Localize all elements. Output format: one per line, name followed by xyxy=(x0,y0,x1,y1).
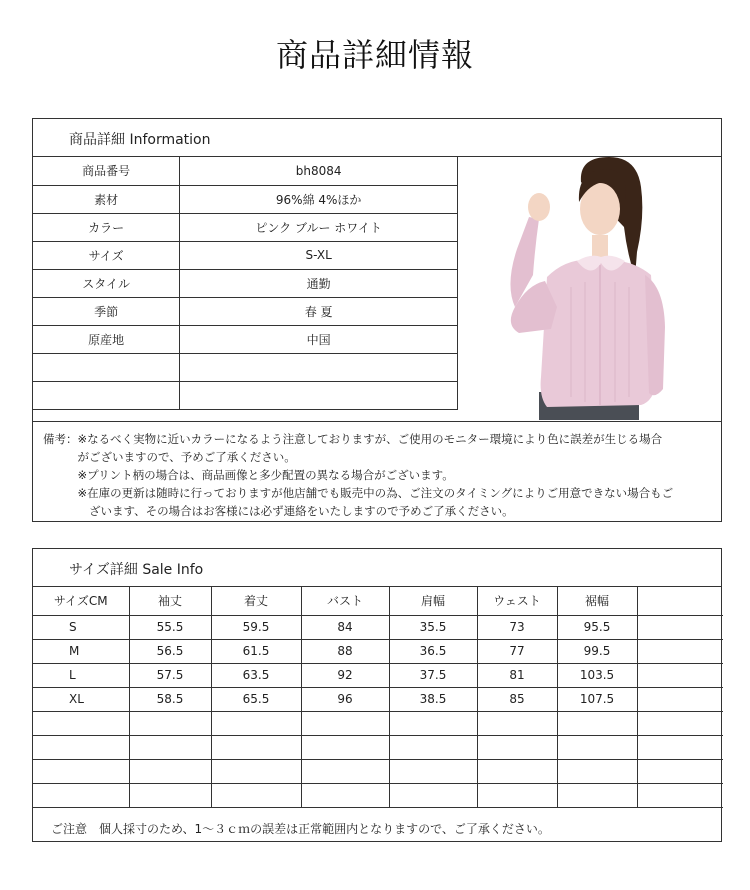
size-cell: 96 xyxy=(301,687,389,711)
spec-key: 季節 xyxy=(33,297,180,325)
size-cell: 95.5 xyxy=(557,615,637,639)
size-column-header: 肩幅 xyxy=(389,587,477,615)
spec-table xyxy=(33,157,458,410)
size-cell: 35.5 xyxy=(389,615,477,639)
size-cell xyxy=(637,639,723,663)
size-cell: 57.5 xyxy=(129,663,211,687)
size-column-header: 着丈 xyxy=(211,587,301,615)
size-cell: 61.5 xyxy=(211,639,301,663)
size-column-header: バスト xyxy=(301,587,389,615)
size-row xyxy=(33,759,723,783)
spec-key: カラー xyxy=(33,213,180,241)
size-cell: 88 xyxy=(301,639,389,663)
size-cell: 59.5 xyxy=(211,615,301,639)
size-cell xyxy=(129,711,211,735)
spec-value: S-XL xyxy=(180,241,458,269)
remark-line: がございますので、予めご了承ください。 xyxy=(43,450,296,464)
size-cell: 63.5 xyxy=(211,663,301,687)
size-column-header: サイズCM xyxy=(33,587,129,615)
size-cell xyxy=(477,783,557,807)
size-cell xyxy=(477,711,557,735)
size-column-header xyxy=(637,587,723,615)
size-cell xyxy=(389,783,477,807)
spec-value: 通勤 xyxy=(180,269,458,297)
size-cell xyxy=(637,663,723,687)
size-header xyxy=(33,549,721,587)
size-cell xyxy=(301,783,389,807)
size-cell xyxy=(129,735,211,759)
size-column-header: ウェスト xyxy=(477,587,557,615)
spec-row xyxy=(33,213,458,241)
size-table xyxy=(33,587,723,808)
size-header-row xyxy=(33,587,723,615)
spec-key: スタイル xyxy=(33,269,180,297)
remark-line: 備考：※なるべく実物に近いカラーになるよう注意しておりますが、ご使用のモニター環境により色に誤差が生じる場合 xyxy=(43,432,663,446)
spec-row xyxy=(33,325,458,353)
size-row xyxy=(33,783,723,807)
size-cell: M xyxy=(33,639,129,663)
spec-key: サイズ xyxy=(33,241,180,269)
remarks-block xyxy=(33,421,721,521)
size-cell: 81 xyxy=(477,663,557,687)
spec-row xyxy=(33,241,458,269)
size-row xyxy=(33,687,723,711)
size-cell: 36.5 xyxy=(389,639,477,663)
detail-header xyxy=(33,119,721,157)
size-cell xyxy=(637,759,723,783)
size-cell xyxy=(33,711,129,735)
size-row xyxy=(33,639,723,663)
size-cell xyxy=(301,711,389,735)
remark-line: ざいます、その場合はお客様には必ず連絡をいたしますので予めご了承ください。 xyxy=(43,504,514,518)
size-cell xyxy=(129,783,211,807)
size-cell xyxy=(301,759,389,783)
spec-value xyxy=(180,381,458,409)
size-cell: S xyxy=(33,615,129,639)
spec-value: 中国 xyxy=(180,325,458,353)
spec-row xyxy=(33,297,458,325)
detail-header-label: 商品詳細 Information xyxy=(69,132,211,148)
page-title: 商品詳細情報 xyxy=(275,36,474,74)
size-cell xyxy=(637,687,723,711)
size-cell xyxy=(33,783,129,807)
size-cell: L xyxy=(33,663,129,687)
spec-key: 商品番号 xyxy=(33,157,180,185)
size-cell xyxy=(211,735,301,759)
spec-row xyxy=(33,381,458,409)
product-detail-section xyxy=(32,118,722,522)
size-cell xyxy=(389,759,477,783)
spec-row xyxy=(33,353,458,381)
size-cell xyxy=(129,759,211,783)
size-info-section xyxy=(32,548,722,842)
spec-key: 原産地 xyxy=(33,325,180,353)
size-cell xyxy=(389,735,477,759)
size-cell: 56.5 xyxy=(129,639,211,663)
size-cell xyxy=(389,711,477,735)
remark-line: ※在庫の更新は随時に行っておりますが他店舗でも販売中の為、ご注文のタイミングによりご用意できない場合もご xyxy=(43,486,674,500)
size-cell: 92 xyxy=(301,663,389,687)
model-illustration xyxy=(459,157,721,420)
size-cell xyxy=(637,615,723,639)
size-cell: 55.5 xyxy=(129,615,211,639)
size-cell: 99.5 xyxy=(557,639,637,663)
size-cell xyxy=(477,759,557,783)
size-cell: 103.5 xyxy=(557,663,637,687)
product-photo xyxy=(459,157,721,420)
size-row xyxy=(33,615,723,639)
size-row xyxy=(33,663,723,687)
spec-key: 素材 xyxy=(33,185,180,213)
size-cell xyxy=(637,735,723,759)
spec-value: 96%綿 4%ほか xyxy=(180,185,458,213)
size-cell: 107.5 xyxy=(557,687,637,711)
size-cell xyxy=(211,711,301,735)
size-cell: 37.5 xyxy=(389,663,477,687)
remark-line: ※プリント柄の場合は、商品画像と多少配置の異なる場合がございます。 xyxy=(43,468,454,482)
size-column-header: 裾幅 xyxy=(557,587,637,615)
size-cell xyxy=(637,711,723,735)
spec-row xyxy=(33,269,458,297)
caution-note xyxy=(33,815,721,842)
caution-text: ご注意 個人採寸のため、1～３ｃｍの誤差は正常範囲内となりますので、ご了承ください。 xyxy=(51,822,550,836)
spec-value: bh8084 xyxy=(180,157,458,185)
size-cell xyxy=(557,711,637,735)
size-cell xyxy=(557,759,637,783)
size-cell: 38.5 xyxy=(389,687,477,711)
spec-value: 春 夏 xyxy=(180,297,458,325)
size-cell: 58.5 xyxy=(129,687,211,711)
size-cell xyxy=(477,735,557,759)
spec-value xyxy=(180,353,458,381)
size-row xyxy=(33,735,723,759)
spec-row xyxy=(33,157,458,185)
size-column-header: 袖丈 xyxy=(129,587,211,615)
size-cell: 73 xyxy=(477,615,557,639)
size-cell xyxy=(557,735,637,759)
size-cell: XL xyxy=(33,687,129,711)
spec-key xyxy=(33,381,180,409)
spec-key xyxy=(33,353,180,381)
size-cell xyxy=(637,783,723,807)
spec-row xyxy=(33,185,458,213)
size-cell xyxy=(211,759,301,783)
size-cell xyxy=(301,735,389,759)
size-cell: 65.5 xyxy=(211,687,301,711)
size-cell xyxy=(557,783,637,807)
size-cell xyxy=(211,783,301,807)
size-cell: 77 xyxy=(477,639,557,663)
size-cell xyxy=(33,735,129,759)
size-cell: 84 xyxy=(301,615,389,639)
spec-value: ピンク ブルー ホワイト xyxy=(180,213,458,241)
size-cell xyxy=(33,759,129,783)
size-row xyxy=(33,711,723,735)
size-cell: 85 xyxy=(477,687,557,711)
size-header-label: サイズ詳細 Sale Info xyxy=(69,562,204,578)
